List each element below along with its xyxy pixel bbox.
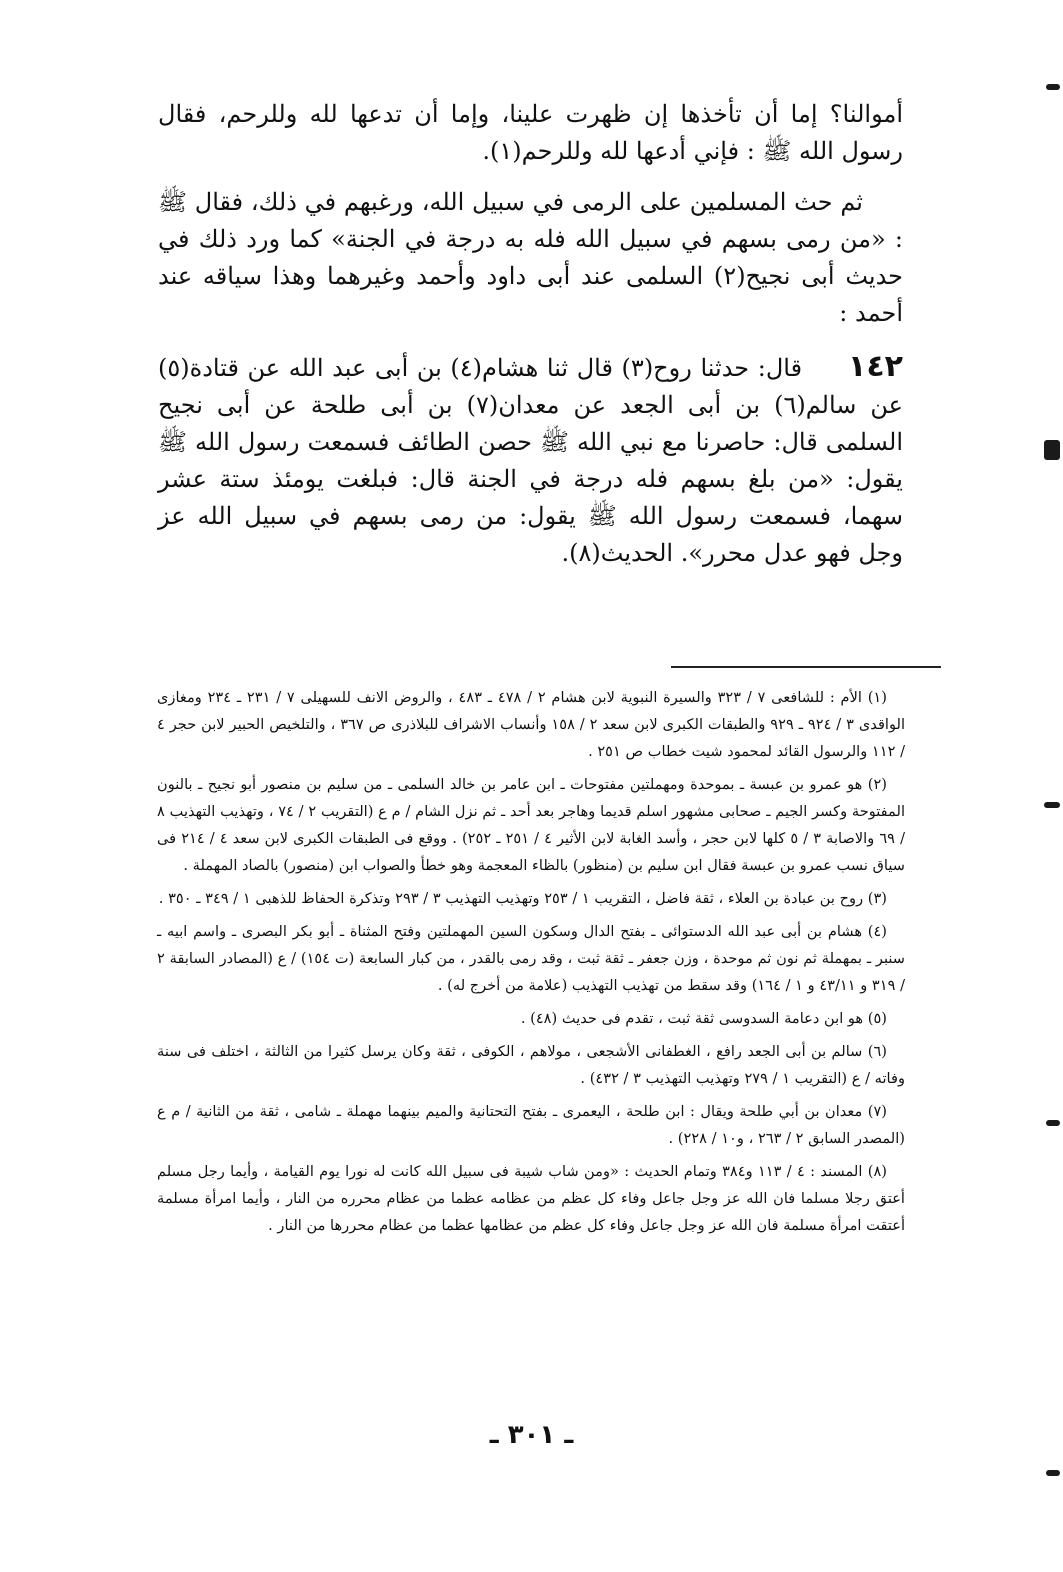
footnote: (١) الأم : للشافعى ٧ / ٣٢٣ والسيرة النبوية لابن هشام ٢ / ٤٧٨ ـ ٤٨٣ ، والروض الانف للسهيلى ٧ / ٢٣١ ـ ٢٣٤ ومغازى الواقدى ٣ / ٩٢٤ ـ ٩٢٩ والطبقات الكبرى لابن سعد ٢ / ١٥٨ وأنساب الاشراف للبلاذرى ص ٣٦٧ ، والتلخيص الحبير لابن حجر ٤ / ١١٢ والرسول القائد لمحمود شيت خطاب ص ٢٥١ .: [157, 689, 906, 760]
footnotes: [157, 684, 905, 1245]
hadith-number: ١٤٢: [848, 349, 903, 384]
footnote: (٤) هشام بن أبى عبد الله الدستوائى ـ بفتح الدال وسكون السين المهملتين وفتح المثناة ـ أبو بكر البصرى ـ واسم ابيه ـ سنبر ـ بمهملة ثم نون ثم موحدة ، وزن جعفر ـ ثقة ثبت ، وقد رمى بالقدر ، من كبار السابعة (ت ١٥٤) / ع (المصادر السابقة ٢ / ٣١٩ و ٤٣/١١ و ١ / ١٦٤) وقد سقط من تهذيب التهذيب (علامة من أخرج له) .: [157, 923, 906, 994]
main-text: [158, 96, 903, 586]
scan-edge-mark: [1044, 802, 1060, 808]
footnote: (٨) المسند : ٤ / ١١٣ و٣٨٤ وتمام الحديث : «ومن شاب شيبة فى سبيل الله كانت له نورا يوم القيامة ، وأيما رجل مسلم أعتق رجلا مسلما فان الله عز وجل جاعل وفاء كل عظم من عظامه عظما من عظام محرره من النار ، وأيما امرأة مسلمة أعتقت امرأة مسلمة فان الله عز وجل جاعل وفاء كل عظم من عظامها عظما من عظام محررها من النار .: [157, 1163, 905, 1234]
scan-edge-mark: [1046, 1470, 1060, 1476]
page-number: ـ ٣٠١ ـ: [489, 1420, 574, 1450]
scan-edge-mark: [1044, 440, 1060, 460]
hadith-text: قال: حدثنا روح(٣) قال ثنا هشام(٤) بن أبى عبد الله عن قتادة(٥) عن سالم(٦) بن أبى الجعد عن معدان(٧) بن أبى طلحة عن أبى نجيح السلمى قال: حاصرنا مع نبي الله ﷺ حصن الطائف فسمعت رسول الله ﷺ يقول: «من بلغ بسهم فله درجة في الجنة قال: فبلغت يومئذ ستة عشر سهما، فسمعت رسول الله ﷺ يقول: من رمى بسهم في سبيل الله عز وجل فهو عدل محرر». الحديث(٨).: [158, 354, 903, 567]
main-paragraph: ثم حث المسلمين على الرمى في سبيل الله، ورغبهم في ذلك، فقال ﷺ : «من رمى بسهم في سبيل الله فله به درجة في الجنة» كما ورد ذلك في حديث أبى نجيح(٢) السلمى عند أبى داود وأحمد وغيرهما وهذا سياقه عند أحمد :: [158, 188, 904, 327]
footnote: (٧) معدان بن أبي طلحة ويقال : ابن طلحة ، اليعمرى ـ بفتح التحتانية والميم بينهما مهملة ـ شامى ، ثقة من الثانية / م ع (المصدر السابق ٢ / ٢٦٣ ، و١٠ / ٢٢٨) .: [157, 1103, 905, 1147]
scan-edge-mark: [1046, 84, 1060, 90]
footnote: (٥) هو ابن دعامة السدوسى ثقة ثبت ، تقدم فى حديث (٤٨) .: [520, 1010, 887, 1027]
hadith-block: [158, 346, 903, 572]
main-paragraph: أموالنا؟ إما أن تأخذها إن ظهرت علينا، وإما أن تدعها لله وللرحم، فقال رسول الله ﷺ : فإني أدعها لله وللرحم(١).: [158, 100, 903, 165]
footnote: (٣) روح بن عبادة بن العلاء ، ثقة فاضل ، التقريب ١ / ٢٥٣ وتهذيب التهذيب ٣ / ٢٩٣ وتذكرة الحفاظ للذهبى ١ / ٣٤٩ ـ ٣٥٠ .: [158, 890, 887, 907]
footnote-divider: [671, 666, 941, 668]
scan-edge-mark: [1046, 1120, 1060, 1126]
footnote: (٢) هو عمرو بن عبسة ـ بموحدة ومهملتين مفتوحات ـ ابن عامر بن خالد السلمى ـ من سليم بن منصور أبو نجيح ـ بالنون المفتوحة وكسر الجيم ـ صحابى مشهور اسلم قديما وهاجر بعد أحد ـ ثم نزل الشام / م ع (التقريب ٢ / ٧٤ ، وتهذيب التهذيب ٨ / ٦٩ والاصابة ٣ / ٥ كلها لابن حجر ، وأسد الغابة لابن الأثير ٤ / ٢٥١ ـ ٢٥٢) . ووقع فى الطبقات الكبرى لابن سعد ٤ / ٢١٤ فى سياق نسب عمرو بن عبسة فقال ابن سليم بن (منظور) بالظاء المعجمة وهو خطأ والصواب ابن (منصور) بالصاد المهملة .: [157, 776, 906, 874]
footnote: (٦) سالم بن أبى الجعد رافع ، الغطفانى الأشجعى ، مولاهم ، الكوفى ، ثقة وكان يرسل كثيرا من الثالثة ، اختلف فى سنة وفاته / ع (التقريب ١ / ٢٧٩ وتهذيب التهذيب ٣ / ٤٣٢) .: [157, 1043, 905, 1087]
